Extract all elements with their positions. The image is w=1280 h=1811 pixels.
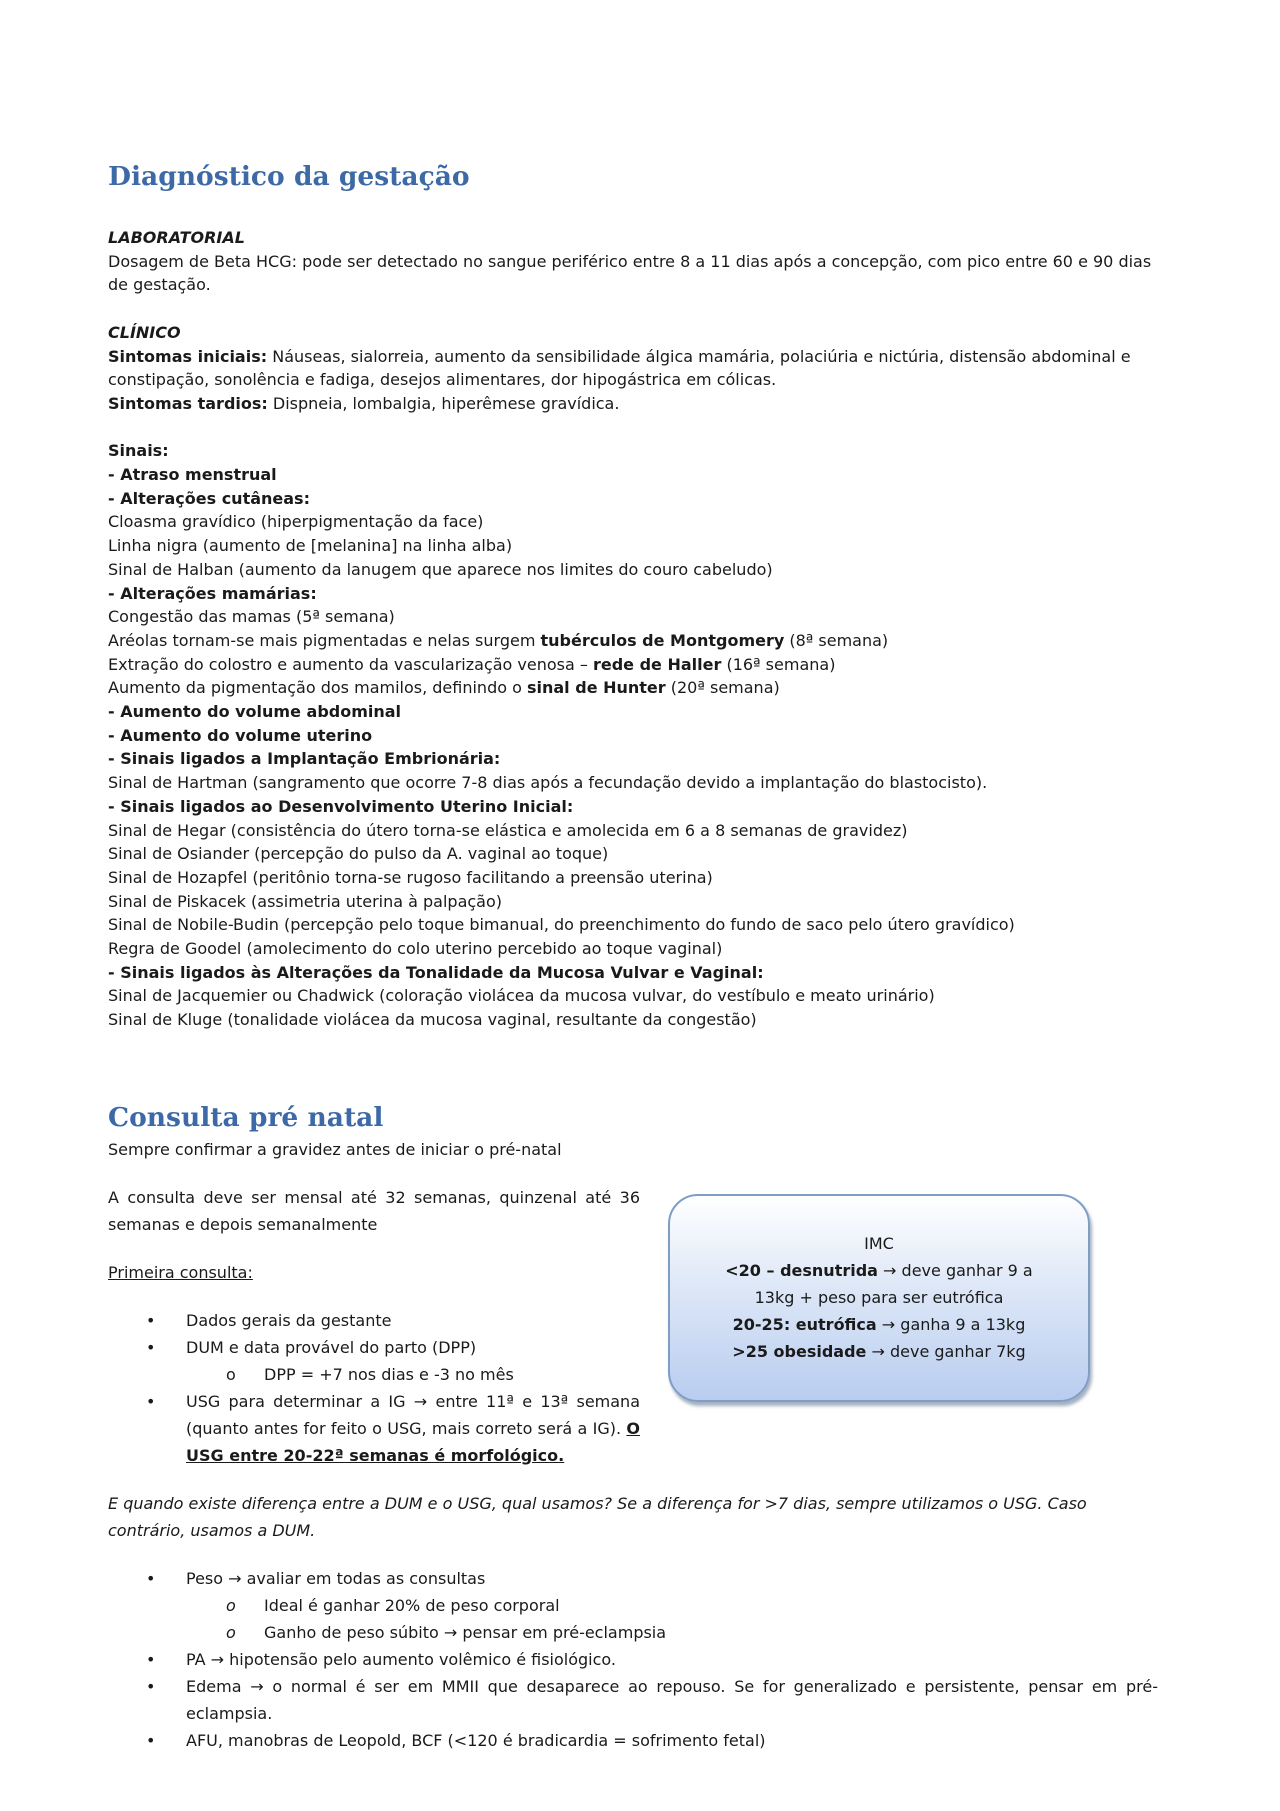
mamaria-text: (8ª semana) <box>784 630 889 650</box>
list-item: • Edema → o normal é ser em MMII que desaparece ao repouso. Se for generalizado e persistente, pensar em pré-eclampsia. <box>108 1673 1158 1727</box>
laboratorial-heading: LABORATORIAL <box>108 228 245 247</box>
desenvolvimento-heading: - Sinais ligados ao Desenvolvimento Uterino Inicial: <box>108 796 574 816</box>
desenvolvimento-item: Sinal de Piskacek (assimetria uterina à palpação) <box>108 891 503 911</box>
list-item: • Dados gerais da gestante <box>108 1307 640 1334</box>
section-diagnostico <box>108 160 1158 1032</box>
mamaria-term: sinal de Hunter <box>526 678 666 698</box>
mamaria-text: Extração do colostro e aumento da vascularização venosa – <box>108 654 593 674</box>
list-item-text: USG para determinar a IG → entre 11ª e 13ª semana (quanto antes for feito o USG, mais correto será a IG). <box>186 1392 640 1438</box>
mamaria-item: Congestão das mamas (5ª semana) <box>108 607 395 627</box>
cutanea-item: Sinal de Halban (aumento da lanugem que aparece nos limites do couro cabeludo) <box>108 559 773 579</box>
consulta-intro: Sempre confirmar a gravidez antes de iniciar o pré-natal <box>108 1140 562 1159</box>
mamaria-item <box>108 629 1158 653</box>
sintomas-tardios-text: Dispneia, lombalgia, hiperêmese gravídica. <box>267 393 620 413</box>
imc-range: <20 – desnutrida <box>725 1261 878 1280</box>
desenvolvimento-item: Sinal de Osiander (percepção do pulso da A. vaginal ao toque) <box>108 844 609 864</box>
imc-title: IMC <box>864 1234 894 1253</box>
cutanea-item: Cloasma gravídico (hiperpigmentação da face) <box>108 512 484 532</box>
list-item-emphasis: O USG entre 20-22ª semanas é morfológico. <box>186 1419 640 1465</box>
sublist-item: o Ganho de peso súbito → pensar em pré-eclampsia <box>108 1619 1158 1646</box>
imc-line <box>670 1257 1088 1311</box>
imc-text: → deve ganhar 9 a 13kg + peso para ser eutrófica <box>754 1261 1033 1307</box>
usg-list <box>108 1388 640 1469</box>
tonalidade-heading: - Sinais ligados às Alterações da Tonalidade da Mucosa Vulvar e Vaginal: <box>108 962 764 982</box>
desenvolvimento-item: Sinal de Hegar (consistência do útero torna-se elástica e amolecida em 6 a 8 semanas de gravidez) <box>108 820 908 840</box>
volume-abdominal: - Aumento do volume abdominal <box>108 702 402 722</box>
consultas-list <box>108 1565 1158 1592</box>
mamaria-text: (20ª semana) <box>665 678 780 698</box>
imc-line <box>670 1311 1088 1338</box>
imc-range: >25 obesidade <box>732 1342 867 1361</box>
atraso-menstrual: - Atraso menstrual <box>108 465 277 484</box>
sinais-heading: Sinais: <box>108 441 169 461</box>
desenvolvimento-item: Sinal de Nobile-Budin (percepção pelo toque bimanual, do preenchimento do fundo de saco pelo útero gravídico) <box>108 915 1015 935</box>
section-consulta <box>108 1100 1158 1754</box>
dpp-sublist <box>108 1361 640 1388</box>
volume-uterino: - Aumento do volume uterino <box>108 725 373 745</box>
sublist-item: o Ideal é ganhar 20% de peso corporal <box>108 1592 1158 1619</box>
sintomas-iniciais <box>108 345 1158 392</box>
mamarias-heading: - Alterações mamárias: <box>108 583 317 603</box>
mamaria-text: (16ª semana) <box>721 654 836 674</box>
mamaria-text: Aumento da pigmentação dos mamilos, definindo o <box>108 678 527 698</box>
sublist-item: o DPP = +7 nos dias e -3 no mês <box>108 1361 640 1388</box>
clinico-heading: CLÍNICO <box>108 322 181 342</box>
laboratorial-text: Dosagem de Beta HCG: pode ser detectado no sangue periférico entre 8 a 11 dias após a concepção, com pico entre 60 e 90 dias de gestação. <box>108 251 1152 295</box>
mamaria-item <box>108 676 1158 700</box>
consultas-list-2 <box>108 1646 1158 1754</box>
section-title-diagnostico: Diagnóstico da gestação <box>108 161 470 192</box>
list-item <box>108 1388 640 1469</box>
cutanea-item: Linha nigra (aumento de [melanina] na linha alba) <box>108 536 513 556</box>
desenvolvimento-item: Regra de Goodel (amolecimento do colo uterino percebido ao toque vaginal) <box>108 939 723 959</box>
sintomas-iniciais-label: Sintomas iniciais: <box>108 346 268 366</box>
tonalidade-item: Sinal de Kluge (tonalidade violácea da mucosa vaginal, resultante da congestão) <box>108 1010 757 1030</box>
section-title-consulta: Consulta pré natal <box>108 1102 384 1133</box>
mamaria-term: rede de Haller <box>592 654 722 674</box>
imc-box <box>668 1194 1090 1402</box>
desenvolvimento-item: Sinal de Hozapfel (peritônio torna-se rugoso facilitando a preensão uterina) <box>108 867 713 887</box>
list-item <box>108 1334 640 1361</box>
sintomas-iniciais-text: Náuseas, sialorreia, aumento da sensibilidade álgica mamária, polaciúria e nictúria, distensão abdominal e constipação, sonolência e fadiga, desejos alimentares, dor hipogástrica em cólicas. <box>108 346 1131 390</box>
implantacao-item: Sinal de Hartman (sangramento que ocorre 7-8 dias após a fecundação devido a implantação do blastocisto). <box>108 773 988 793</box>
sintomas-tardios-label: Sintomas tardios: <box>108 393 268 413</box>
imc-range: 20-25: eutrófica <box>732 1315 877 1334</box>
tonalidade-item: Sinal de Jacquemier ou Chadwick (coloração violácea da mucosa vulvar, do vestíbulo e meato urinário) <box>108 986 935 1006</box>
list-item: • PA → hipotensão pelo aumento volêmico é fisiológico. <box>108 1646 1158 1673</box>
mamaria-term: tubérculos de Montgomery <box>540 630 785 650</box>
consulta-frequencia: A consulta deve ser mensal até 32 semanas, quinzenal até 36 semanas e depois semanalmente <box>108 1188 640 1234</box>
list-item: • AFU, manobras de Leopold, BCF (<120 é bradicardia = sofrimento fetal) <box>108 1727 1158 1754</box>
list-item-text: DUM e data provável do parto (DPP) <box>186 1338 477 1357</box>
imc-line <box>670 1338 1088 1365</box>
primeira-consulta-heading: Primeira consulta: <box>108 1263 253 1282</box>
imc-text: → deve ganhar 7kg <box>866 1342 1026 1361</box>
imc-text: → ganha 9 a 13kg <box>876 1315 1026 1334</box>
sintomas-tardios <box>108 392 1158 416</box>
list-item: • Peso → avaliar em todas as consultas <box>108 1565 1158 1592</box>
peso-sublist <box>108 1592 1158 1646</box>
dum-usg-question: E quando existe diferença entre a DUM e o USG, qual usamos? Se a diferença for >7 dias, sempre utilizamos o USG. Caso contrário, usamos a DUM. <box>108 1494 1087 1540</box>
mamaria-item <box>108 653 1158 677</box>
primeira-consulta-list <box>108 1307 640 1361</box>
cutaneas-heading: - Alterações cutâneas: <box>108 488 310 508</box>
mamaria-text: Aréolas tornam-se mais pigmentadas e nelas surgem <box>108 630 541 650</box>
implantacao-heading: - Sinais ligados a Implantação Embrionária: <box>108 749 501 769</box>
